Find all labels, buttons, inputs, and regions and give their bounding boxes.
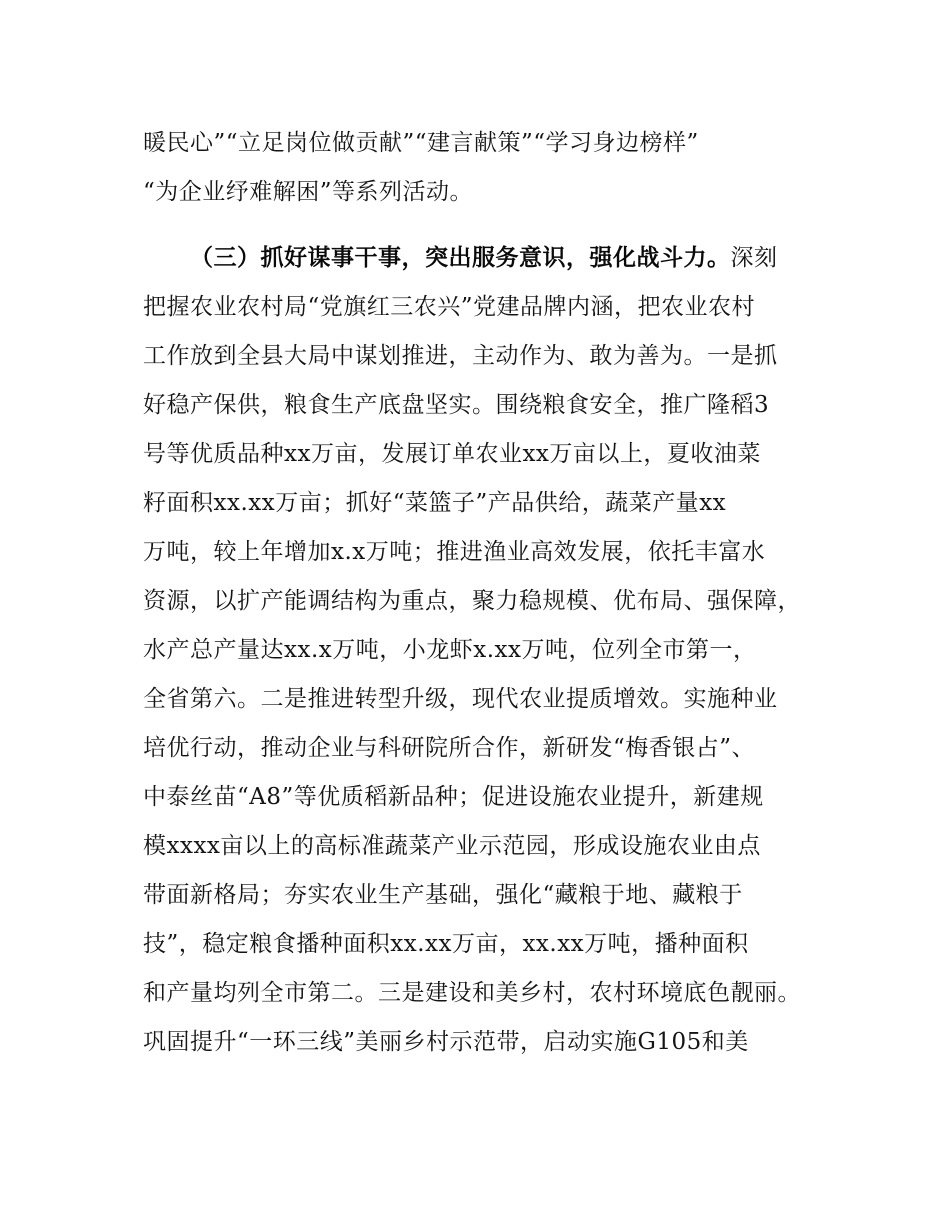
- text-line: 带面新格局；夯实农业生产基础，强化“藏粮于地、藏粮于: [143, 882, 743, 908]
- text-line: 万吨，较上年增加x.x万吨；推进渔业高效发展，依托丰富水: [143, 539, 766, 565]
- text-line: 好稳产保供，粮食生产底盘坚实。围绕粮食安全，推广隆稻3: [143, 392, 770, 418]
- section-heading-tail: 深刻: [730, 245, 778, 271]
- text-line: 培优行动，推动企业与科研院所合作，新研发“梅香银占”、: [143, 735, 756, 761]
- section-paragraph-first-line: [190, 238, 880, 278]
- text-line: 模xxxx亩以上的高标准蔬菜产业示范园，形成设施农业由点: [143, 833, 761, 859]
- section-heading: （三）抓好谋事干事，突出服务意识，强化战斗力。: [190, 245, 731, 271]
- text-line: 籽面积xx.xx万亩；抓好“菜篮子”产品供给，蔬菜产量xx: [143, 490, 727, 516]
- text-line: 资源，以扩产能调结构为重点，聚力稳规模、优布局、强保障，: [143, 588, 801, 614]
- text-line: 中泰丝苗“A8”等优质稻新品种；促进设施农业提升，新建规: [143, 784, 764, 810]
- text-line: 把握农业农村局“党旗红三农兴”党建品牌内涵，把农业农村: [143, 294, 756, 320]
- text-line: “为企业纾难解困”等系列活动。: [143, 179, 474, 205]
- text-line: 技”，稳定粮食播种面积xx.xx万亩，xx.xx万吨，播种面积: [143, 931, 749, 957]
- text-line: 巩固提升“一环三线”美丽乡村示范带，启动实施G105和美: [143, 1029, 749, 1055]
- text-line: 水产总产量达xx.x万吨，小龙虾x.xx万吨，位列全市第一，: [143, 637, 757, 663]
- text-line: 全省第六。二是推进转型升级，现代农业提质增效。实施种业: [143, 686, 778, 712]
- text-line: 号等优质品种xx万亩，发展订单农业xx万亩以上，夏收油菜: [143, 441, 761, 467]
- text-line: 暖民心”“立足岗位做贡献”“建言献策”“学习身边榜样”: [143, 130, 699, 156]
- text-line: 工作放到全县大局中谋划推进，主动作为、敢为善为。一是抓: [143, 343, 778, 369]
- text-line: 和产量均列全市第二。三是建设和美乡村，农村环境底色靓丽。: [143, 980, 801, 1006]
